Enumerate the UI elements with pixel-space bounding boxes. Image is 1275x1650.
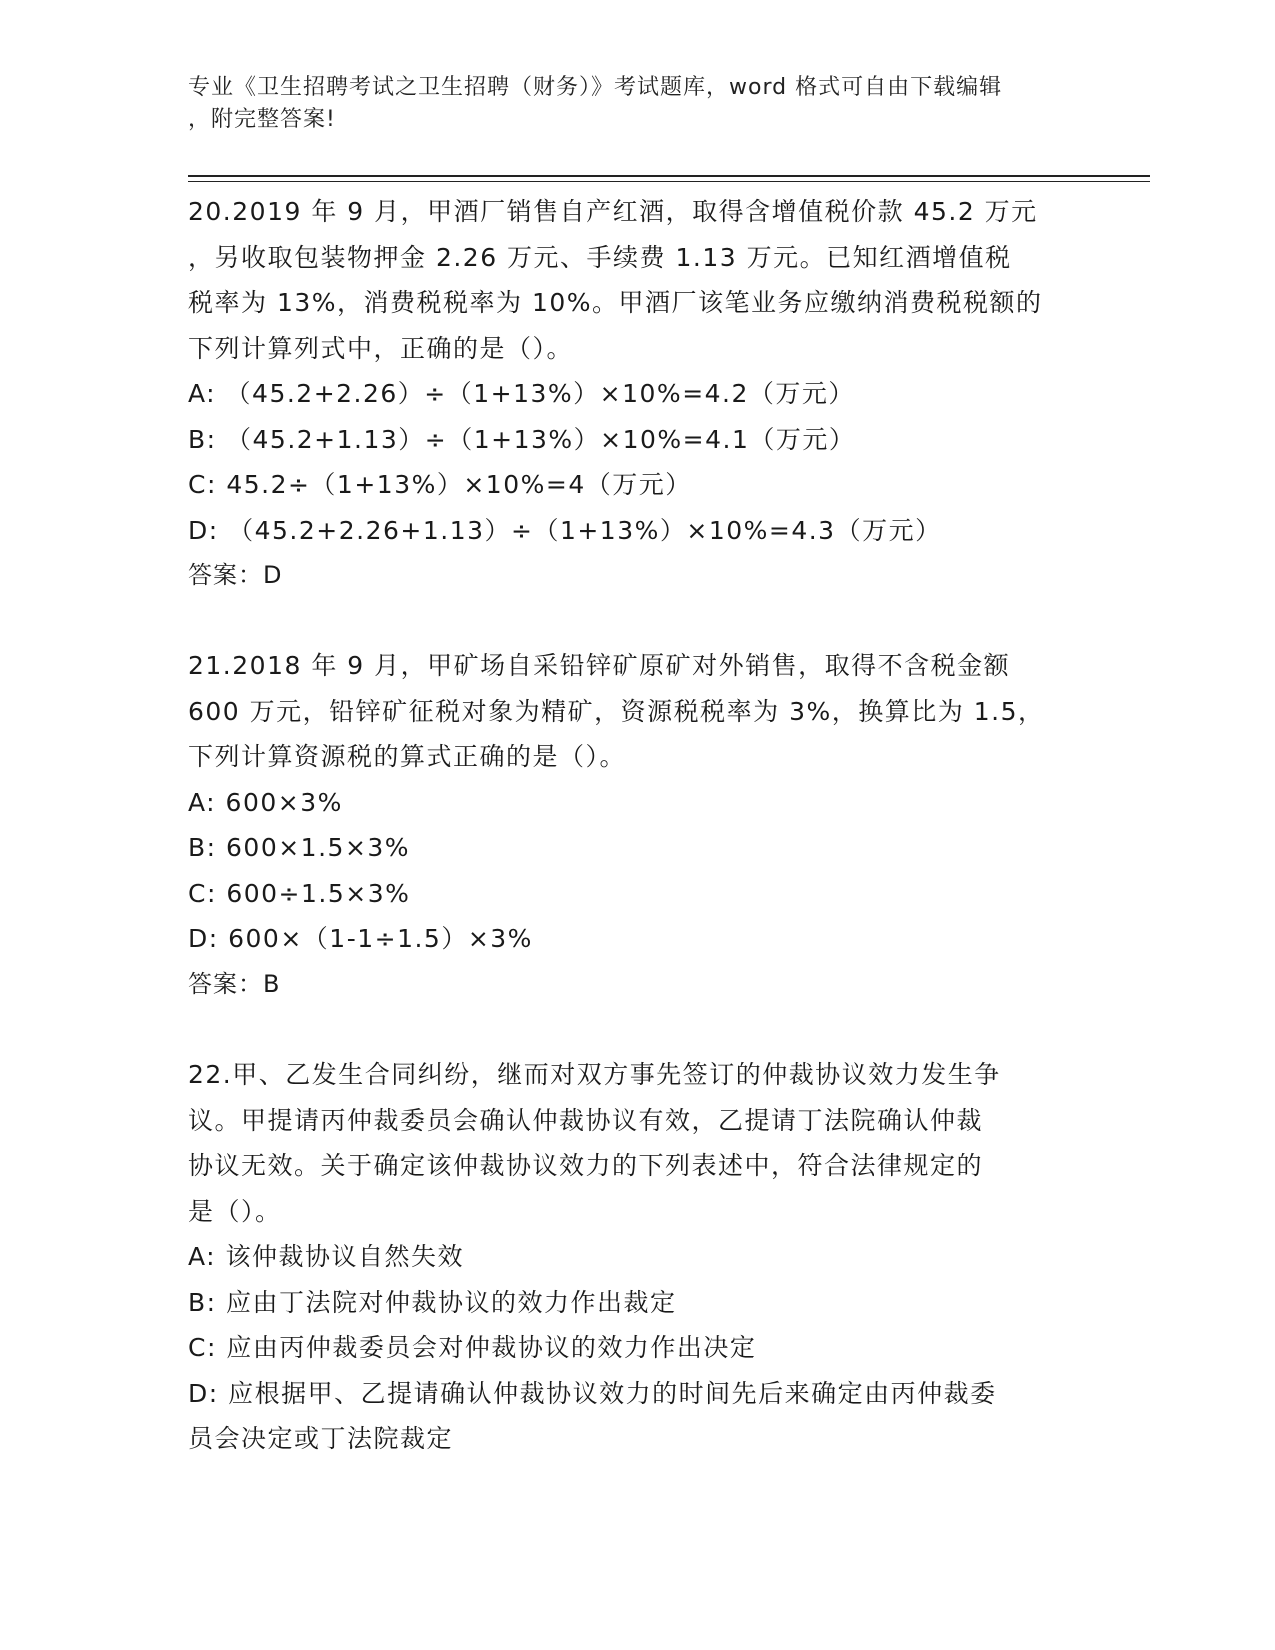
header-line-2: ，附完整答案! (188, 107, 336, 132)
question-stem-line: 是（）。 (188, 1196, 282, 1226)
answer-label: 答案：B (188, 969, 281, 998)
option-b: B: 600×1.5×3% (188, 833, 411, 862)
header-divider-thin (188, 181, 1150, 182)
question-stem-line: 600 万元，铅锌矿征税对象为精矿，资源税税率为 3%，换算比为 1.5， (188, 696, 1045, 726)
option-c: C: 应由丙仲裁委员会对仲裁协议的效力作出决定 (188, 1333, 757, 1362)
page-header (188, 72, 1068, 136)
option-d: D: 600×（1-1÷1.5）×3% (188, 924, 533, 953)
question-stem-line: ，另收取包装物押金 2.26 万元、手续费 1.13 万元。已知红酒增值税 (188, 242, 1012, 272)
question-stem-line: 22.甲、乙发生合同纠纷，继而对双方事先签订的仲裁协议效力发生争 (188, 1060, 1001, 1089)
option-a: A: （45.2+2.26）÷（1+13%）×10%=4.2（万元） (188, 379, 855, 408)
option-c: C: 45.2÷（1+13%）×10%=4（万元） (188, 470, 692, 499)
question-stem-line: 协议无效。关于确定该仲裁协议效力的下列表述中，符合法律规定的 (188, 1151, 984, 1180)
option-c: C: 600÷1.5×3% (188, 878, 411, 908)
option-b: B: 应由丁法院对仲裁协议的效力作出裁定 (188, 1287, 677, 1317)
header-divider-thick (188, 175, 1150, 177)
option-b: B: （45.2+1.13）÷（1+13%）×10%=4.1（万元） (188, 424, 856, 454)
question-stem-line: 下列计算资源税的算式正确的是（）。 (188, 742, 627, 771)
question-21 (188, 643, 1068, 1007)
option-d: D: （45.2+2.26+1.13）÷（1+13%）×10%=4.3（万元） (188, 515, 942, 545)
header-line-1: 专业《卫生招聘考试之卫生招聘（财务）》考试题库，word 格式可自由下载编辑 (188, 75, 1003, 100)
question-22 (188, 1052, 1068, 1462)
option-d-continued: 员会决定或丁法院裁定 (188, 1424, 454, 1453)
option-d: D: 应根据甲、乙提请确认仲裁协议效力的时间先后来确定由丙仲裁委 (188, 1378, 997, 1408)
question-stem-line: 下列计算列式中，正确的是（）。 (188, 333, 574, 363)
option-a: A: 600×3% (188, 787, 343, 817)
question-stem-line: 21.2018 年 9 月，甲矿场自采铅锌矿原矿对外销售，取得不含税金额 (188, 651, 1011, 680)
option-a: A: 该仲裁协议自然失效 (188, 1242, 465, 1271)
question-stem-line: 20.2019 年 9 月，甲酒厂销售自产红酒，取得含增值税价款 45.2 万元 (188, 197, 1038, 226)
question-stem-line: 议。甲提请丙仲裁委员会确认仲裁协议有效，乙提请丁法院确认仲裁 (188, 1105, 984, 1135)
question-20 (188, 189, 1068, 599)
question-stem-line: 税率为 13%，消费税税率为 10%。甲酒厂该笔业务应缴纳消费税税额的 (188, 288, 1043, 317)
answer-label: 答案：D (188, 561, 283, 589)
